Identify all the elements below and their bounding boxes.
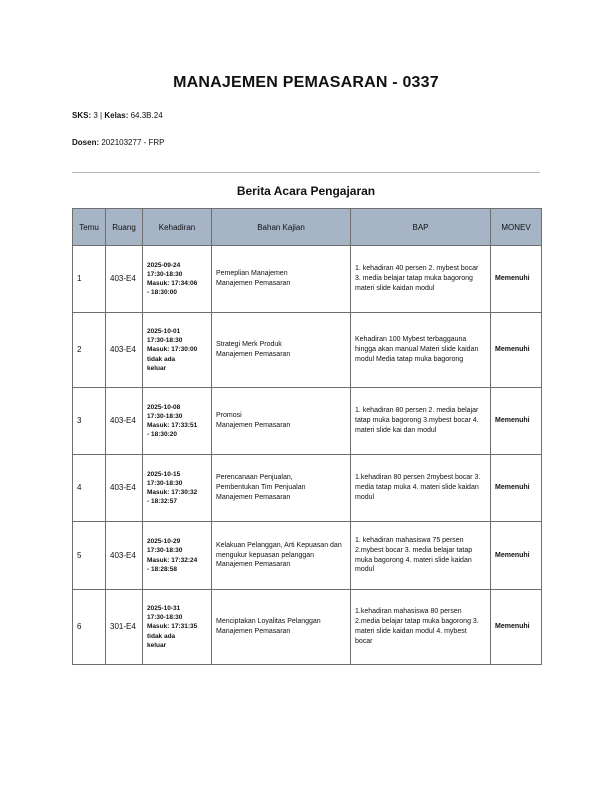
cell-monev: Memenuhi <box>491 590 542 665</box>
cell-ruang: 403-E4 <box>106 313 143 388</box>
header-ruang: Ruang <box>106 209 143 246</box>
cell-bahan-kajian <box>212 246 351 313</box>
cell-kehadiran <box>143 246 212 313</box>
bap-table <box>72 208 542 665</box>
kehadiran-out-2: keluar <box>147 364 167 372</box>
bahan-course: Manajemen Pemasaran <box>216 422 291 429</box>
cell-kehadiran <box>143 455 212 522</box>
kehadiran-time: 17:30-18:30 <box>147 270 183 278</box>
bahan-course: Manajemen Pemasaran <box>216 280 291 287</box>
sks-value: 3 <box>93 111 98 120</box>
table-header-row <box>73 209 542 246</box>
cell-ruang: 403-E4 <box>106 388 143 455</box>
cell-temu: 3 <box>73 388 106 455</box>
cell-bap: 1. kehadiran 40 persen 2. mybest bocar 3. media belajar tatap muka bagorong materi slide kaidan modul <box>351 246 491 313</box>
bahan-topic: Perencanaan Penjualan, <box>216 474 293 482</box>
bahan-topic: Promosi <box>216 412 242 420</box>
kehadiran-time: 17:30-18:30 <box>147 479 183 487</box>
table-row <box>73 590 542 665</box>
dosen-value: 202103277 - FRP <box>101 138 165 147</box>
table-row <box>73 522 542 590</box>
cell-temu: 2 <box>73 313 106 388</box>
cell-kehadiran <box>143 522 212 590</box>
sks-label: SKS: <box>72 111 92 120</box>
cell-monev: Memenuhi <box>491 313 542 388</box>
kelas-label: Kelas: <box>104 111 129 120</box>
cell-bap: Kehadiran 100 Mybest terbaggauna hingga akan manual Materi slide kaidan modul Media tatap muka bagorong <box>351 313 491 388</box>
kehadiran-date: 2025-10-15 <box>147 470 181 478</box>
meta-separator: | <box>100 111 103 120</box>
kehadiran-date: 2025-10-29 <box>147 538 181 546</box>
kehadiran-time: 17:30-18:30 <box>147 547 183 555</box>
header-bahan-kajian: Bahan Kajian <box>212 209 351 246</box>
cell-ruang: 403-E4 <box>106 246 143 313</box>
header-monev: MONEV <box>491 209 542 246</box>
kehadiran-out: - 18:30:20 <box>147 431 177 439</box>
table-row <box>73 246 542 313</box>
sks-kelas-line <box>72 111 163 120</box>
cell-bahan-kajian <box>212 388 351 455</box>
kehadiran-in: Masuk: 17:34:06 <box>147 280 198 287</box>
cell-kehadiran <box>143 313 212 388</box>
cell-bahan-kajian <box>212 590 351 665</box>
cell-bap: 1. kehadiran 80 persen 2. media belajar tatap muka bagorong 3.mybest bocar 4. materi slide kai dan modul <box>351 388 491 455</box>
kehadiran-out: - 18:32:57 <box>147 498 177 506</box>
table-row <box>73 313 542 388</box>
dosen-line <box>72 138 165 147</box>
bahan-topic: Strategi Merk Produk <box>216 341 282 349</box>
kehadiran-in: Masuk: 17:33:51 <box>147 422 198 429</box>
kehadiran-out: tidak ada <box>147 632 176 640</box>
bahan-topic: Kelakuan Pelanggan, Arti Kepuasan dan mengukur kepuasan pelanggan <box>216 541 342 559</box>
bahan-course: Manajemen Pemasaran <box>216 351 291 358</box>
cell-ruang: 403-E4 <box>106 522 143 590</box>
kehadiran-out: tidak ada <box>147 355 176 363</box>
bahan-topic-2: Pembentukan Tim Penjualan <box>216 484 306 492</box>
cell-monev: Memenuhi <box>491 455 542 522</box>
cell-temu: 1 <box>73 246 106 313</box>
kehadiran-date: 2025-10-01 <box>147 328 181 336</box>
kehadiran-in: Masuk: 17:30:00 <box>147 346 198 354</box>
table-row <box>73 388 542 455</box>
header-temu: Temu <box>73 209 106 246</box>
bahan-topic: Menciptakan Loyalitas Pelanggan <box>216 618 321 626</box>
bahan-topic: Pemeplian Manajemen <box>216 270 288 278</box>
kehadiran-time: 17:30-18:30 <box>147 337 183 345</box>
cell-ruang: 403-E4 <box>106 455 143 522</box>
cell-temu: 5 <box>73 522 106 590</box>
kehadiran-in: Masuk: 17:30:32 <box>147 489 198 496</box>
dosen-label: Dosen: <box>72 138 100 147</box>
kehadiran-out: - 18:30:00 <box>147 289 177 297</box>
cell-bahan-kajian <box>212 313 351 388</box>
cell-bap: 1.kehadiran mahasiswa 80 persen 2.media belajar tatap muka bagorong 3. materi slide kaidan modul 4. mybest bocar <box>351 590 491 665</box>
kehadiran-date: 2025-10-31 <box>147 605 181 613</box>
table-row <box>73 455 542 522</box>
kehadiran-out: - 18:28:58 <box>147 565 177 573</box>
cell-bap: 1. kehadiran mahasiswa 75 persen 2.mybest bocar 3. media belajar tatap muka bagorong 4. materi slide kaidan modul <box>351 522 491 590</box>
cell-bap: 1.kehadiran 80 persen 2mybest bocar 3. media tatap muka 4. materi slide kaidan modul <box>351 455 491 522</box>
kelas-value: 64.3B.24 <box>130 111 163 120</box>
cell-bahan-kajian <box>212 522 351 590</box>
cell-bahan-kajian <box>212 455 351 522</box>
divider <box>72 172 540 173</box>
kehadiran-time: 17:30-18:30 <box>147 412 183 420</box>
bahan-course: Manajemen Pemasaran <box>216 628 291 635</box>
kehadiran-in: Masuk: 17:31:35 <box>147 623 198 631</box>
document-title: MANAJEMEN PEMASARAN - 0337 <box>173 74 439 91</box>
cell-temu: 6 <box>73 590 106 665</box>
cell-ruang: 301-E4 <box>106 590 143 665</box>
kehadiran-date: 2025-10-08 <box>147 403 181 411</box>
cell-kehadiran <box>143 388 212 455</box>
cell-monev: Memenuhi <box>491 522 542 590</box>
cell-temu: 4 <box>73 455 106 522</box>
cell-monev: Memenuhi <box>491 388 542 455</box>
cell-kehadiran <box>143 590 212 665</box>
bahan-course: Manajemen Pemasaran <box>216 493 291 501</box>
header-bap: BAP <box>351 209 491 246</box>
kehadiran-time: 17:30-18:30 <box>147 614 183 622</box>
kehadiran-date: 2025-09-24 <box>147 261 181 269</box>
kehadiran-in: Masuk: 17:32:24 <box>147 556 198 564</box>
bahan-course: Manajemen Pemasaran <box>216 561 291 569</box>
header-kehadiran: Kehadiran <box>143 209 212 246</box>
kehadiran-out-2: keluar <box>147 641 167 649</box>
cell-monev: Memenuhi <box>491 246 542 313</box>
section-title: Berita Acara Pengajaran <box>236 184 376 198</box>
